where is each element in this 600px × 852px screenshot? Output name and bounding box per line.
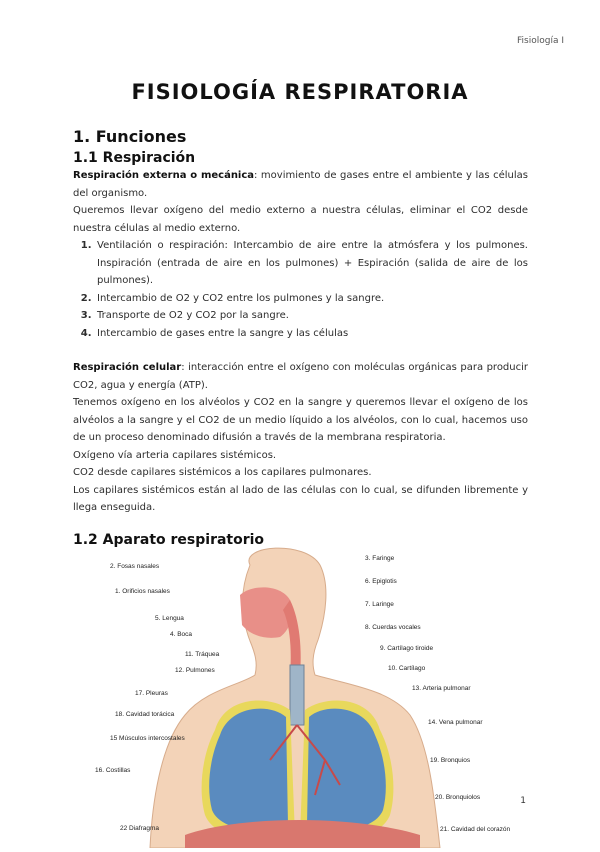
respiracion-body (73, 167, 528, 517)
label-faringe: 3. Faringe (365, 555, 395, 562)
label-orificios-nasales: 1. Orificios nasales (115, 588, 170, 595)
label-traquea: 11. Tráquea (185, 651, 220, 658)
section-heading-respiracion: 1.1 Respiración (73, 150, 196, 166)
label-cavidad-corazon: 21. Cavidad del corazón (440, 826, 511, 833)
label-fosas-nasales: 2. Fosas nasales (110, 563, 160, 570)
label-cavidad-toracica: 18. Cavidad torácica (115, 711, 175, 718)
paragraph-co2: CO2 desde capilares sistémicos a los capilares pulmonares. (73, 467, 372, 478)
paragraph-capilares: Los capilares sistémicos están al lado de las células con lo cual, se difunden libremente y llega enseguida. (73, 484, 528, 513)
label-cuerdas-vocales: 8. Cuerdas vocales (365, 624, 421, 631)
label-bronquios: 19. Bronquios (430, 757, 471, 764)
term-respiracion-celular: Respiración celular (73, 362, 182, 373)
paragraph-difusion: Tenemos oxígeno en los alvéolos y CO2 en la sangre y queremos llevar el oxígeno de los alvéolos a la sangre y el CO2 de un medio líquido a los alvéolos, con lo cual, hacemos uso de un proceso denominado difusión a través de la membrana respiratoria. (73, 397, 528, 443)
respiration-steps-list (73, 237, 528, 342)
header-tag: Fisiología I (517, 36, 564, 46)
page-number: 1 (520, 796, 526, 806)
paragraph-respiracion-celular: Respiración celular: interacción entre el oxígeno con moléculas orgánicas para producir CO2, agua y energía (ATP). (73, 362, 529, 391)
list-item: 2. Intercambio de O2 y CO2 entre los pulmones y la sangre. (95, 290, 528, 308)
label-diafragma: 22 Diafragma (120, 825, 160, 832)
section-heading-aparato: 1.2 Aparato respiratorio (73, 532, 265, 548)
label-laringe: 7. Laringe (365, 601, 394, 608)
label-costillas: 16. Costillas (95, 767, 131, 774)
label-cartilago-tiroide: 9. Cartílago tiroide (380, 645, 434, 652)
paragraph-objetivo: Queremos llevar oxígeno del medio externo a nuestra células, eliminar el CO2 desde nuestra células al medio externo. (73, 205, 528, 234)
paragraph-oxigeno: Oxígeno vía arteria capilares sistémicos. (73, 449, 277, 461)
label-musculos-intercostales: 15 Músculos intercostales (110, 735, 185, 742)
respiratory-system-figure (90, 545, 530, 848)
paragraph-respiracion-externa: Respiración externa o mecánica: movimiento de gases entre el ambiente y las células del organismo. (73, 170, 528, 199)
document-title: FISIOLOGÍA RESPIRATORIA (131, 80, 469, 104)
term-respiracion-externa: Respiración externa o mecánica (73, 170, 255, 181)
label-arteria-pulmonar: 13. Arteria pulmonar (412, 685, 471, 692)
label-cartilago: 10. Cartílago (388, 665, 426, 672)
label-vena-pulmonar: 14. Vena pulmonar (428, 719, 483, 726)
list-item: 3. Transporte de O2 y CO2 por la sangre. (95, 307, 528, 325)
list-item: 1. Ventilación o respiración: Intercambio de aire entre la atmósfera y los pulmones. Inspiración (entrada de aire en los pulmones) + Espiración (salida de aire de los pulmones). (95, 237, 528, 290)
label-lengua: 5. Lengua (155, 615, 184, 622)
label-pulmones: 12. Pulmones (175, 667, 215, 674)
list-item: 4. Intercambio de gases entre la sangre y las células (95, 325, 528, 343)
label-pleuras: 17. Pleuras (135, 690, 168, 697)
label-bronquiolos: 20. Bronquiolos (435, 794, 481, 801)
label-boca: 4. Boca (170, 631, 193, 638)
section-heading-funciones: 1. Funciones (73, 127, 187, 146)
label-epiglotis: 6. Epiglotis (365, 578, 397, 585)
